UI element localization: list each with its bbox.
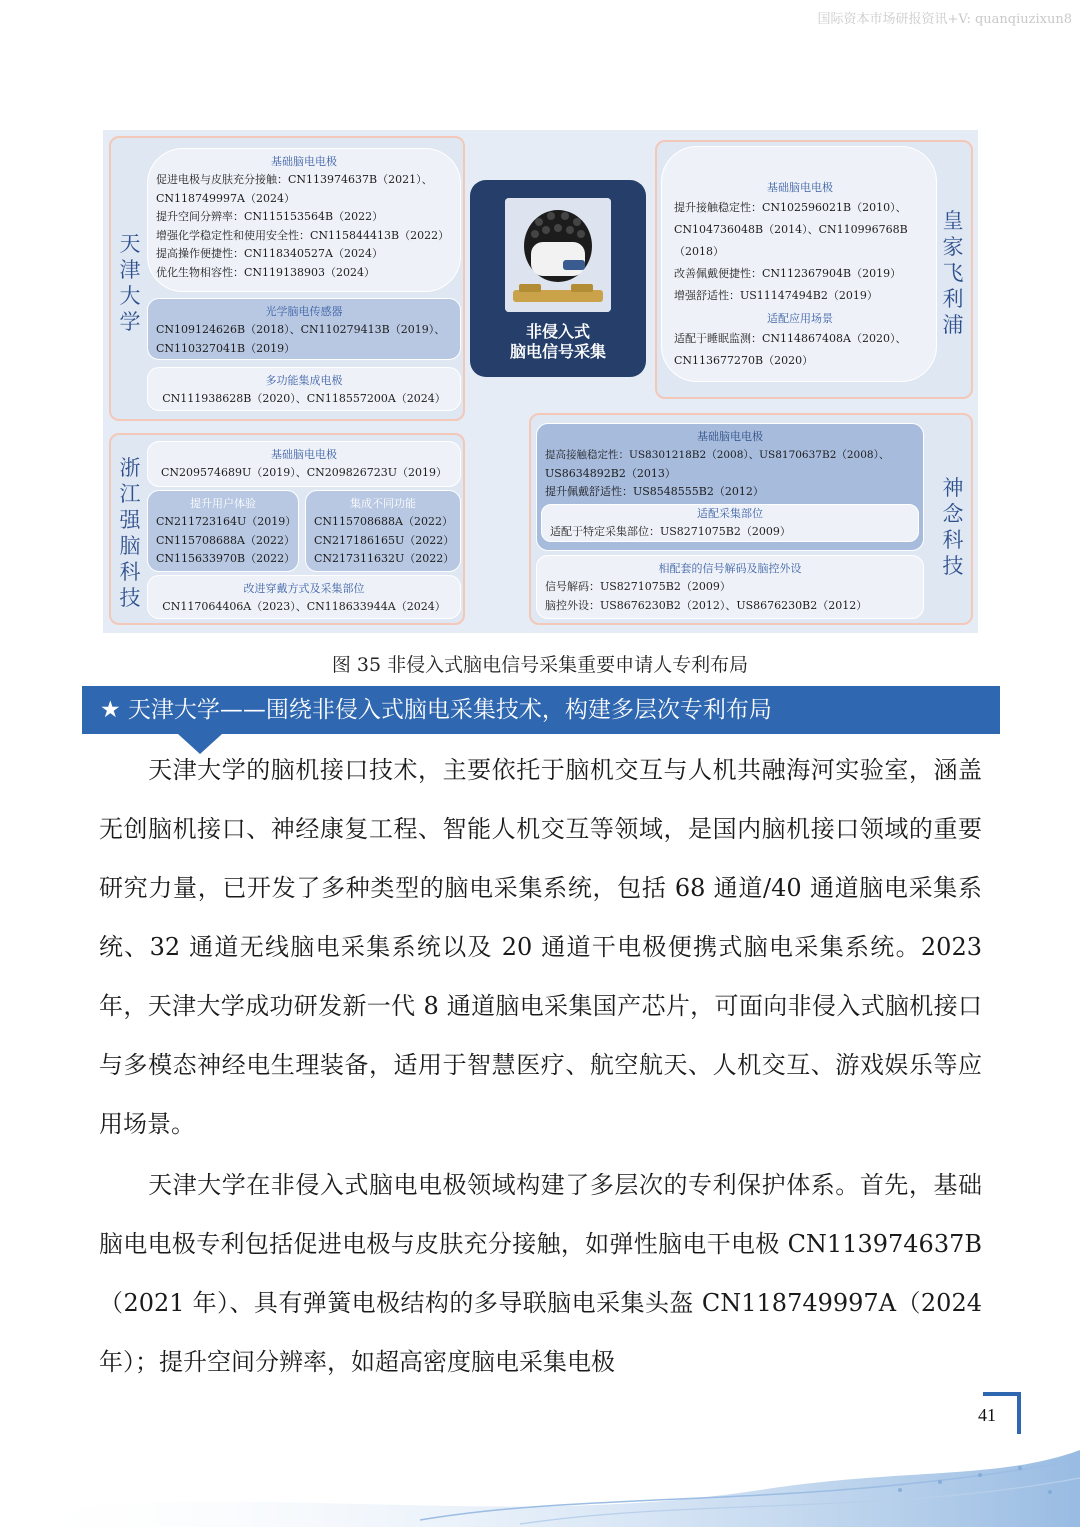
center-topic-title <box>470 322 646 362</box>
patent-line: CN111938628B（2020）、CN118557200A（2024） <box>162 392 446 405</box>
box-title: 适配采集部位 <box>697 506 763 520</box>
patent-line: 增强舒适性：US11147494B2（2019） <box>674 289 878 302</box>
org-neurosky <box>529 413 973 625</box>
box-title: 多功能集成电极 <box>265 374 343 387</box>
patent-line: CN109124626B（2018）、CN110279413B（2019）、 <box>156 323 446 336</box>
patent-line: CN110327041B（2019） <box>156 341 296 355</box>
box-title: 基础脑电电极 <box>271 155 337 168</box>
patent-line: CN217186165U（2022） <box>314 533 455 547</box>
patent-layout-figure <box>103 130 978 633</box>
patent-line: CN118749997A（2024） <box>156 191 295 205</box>
box-title: 提升用户体验 <box>190 497 256 510</box>
patent-line: 提升接触稳定性：CN102596021B（2010）、 <box>674 201 907 214</box>
tianjin-multi-function-box <box>147 367 461 411</box>
patent-line: CN115708688A（2022） <box>314 515 453 528</box>
section-banner: ★ 天津大学——围绕非侵入式脑电采集技术，构建多层次专利布局 <box>82 686 1000 734</box>
zhejiang-basic-electrode-box <box>147 441 461 487</box>
box-title: 集成不同功能 <box>350 497 416 510</box>
patent-line: 促进电极与皮肤充分接触：CN113974637B（2021）、 <box>156 173 433 186</box>
org-tianjin <box>109 136 465 421</box>
box-title: 光学脑电传感器 <box>265 305 343 318</box>
patent-line: 提升空间分辨率：CN115153564B（2022） <box>156 210 384 223</box>
patent-line: 改善佩戴便捷性：CN112367904B（2019） <box>674 267 902 280</box>
figure-caption: 图 35 非侵入式脑电信号采集重要申请人专利布局 <box>331 654 749 676</box>
patent-line: CN211723164U（2019） <box>156 515 297 528</box>
tianjin-optical-sensor-box <box>147 298 461 360</box>
patent-line: CN217311632U（2022） <box>314 552 455 565</box>
center-title-line: 脑电信号采集 <box>509 342 606 361</box>
patent-line: CN117064406A（2023）、CN118633944A（2024） <box>162 600 446 613</box>
philips-electrode-box <box>661 146 937 382</box>
org-name-tianjin: 天津大学 <box>119 232 141 334</box>
org-name-neurosky: 神念科技 <box>942 476 964 578</box>
zhejiang-wear-method-box <box>147 575 461 619</box>
zhejiang-integrate-function-box <box>305 490 461 572</box>
org-philips <box>655 140 973 399</box>
neuro-decode-box <box>536 555 924 619</box>
patent-line: 提高接触稳定性：US8301218B2（2008）、US8170637B2（2008）、 <box>545 449 890 461</box>
center-title-line: 非侵入式 <box>525 322 590 341</box>
patent-line: CN115708688A（2022） <box>156 533 295 547</box>
org-zhejiang <box>109 433 465 625</box>
tianjin-basic-electrode-box <box>147 148 461 292</box>
patent-line: 提高操作便捷性：CN118340527A（2024） <box>156 247 383 260</box>
neuro-site-box <box>541 504 919 542</box>
center-topic-card <box>470 180 646 377</box>
patent-line: 脑控外设：US8676230B2（2012）、US8676230B2（2012） <box>545 598 868 612</box>
patent-line: US8634892B2（2013） <box>545 466 676 480</box>
box-title: 基础脑电电极 <box>767 181 833 194</box>
patent-line: 提升佩戴舒适性：US8548555B2（2012） <box>545 485 764 498</box>
patent-line: 增强化学稳定性和使用安全性：CN115844413B（2022） <box>156 228 450 242</box>
body-paragraph-2: 天津大学在非侵入式脑电电极领域构建了多层次的专利保护体系。首先，基础脑电电极专利包括促进电极与皮肤充分接触，如弹性脑电干电极 CN113974637B（2021 年）、具有弹簧电极结构的多导联脑电采集头盔 CN118749997A（2024 年）；提升空间分辨率，如超高密度脑电采集电极 <box>99 1171 982 1376</box>
patent-line: CN209574689U（2019）、CN209826723U（2019） <box>160 466 448 479</box>
patent-line: CN104736048B（2014）、CN110996768B <box>674 223 908 236</box>
patent-line: （2018） <box>674 245 724 258</box>
neuro-basic-electrode-box <box>536 423 924 551</box>
box-title: 相配套的信号解码及脑控外设 <box>658 562 802 575</box>
patent-line: 适配于特定采集部位：US8271075B2（2009） <box>550 524 791 538</box>
box-title: 适配应用场景 <box>767 312 833 325</box>
patent-line: 优化生物相容性：CN119138903（2024） <box>156 265 376 279</box>
patent-line: CN115633970B（2022） <box>156 552 296 565</box>
body-paragraph-1: 天津大学的脑机接口技术，主要依托于脑机交互与人机共融海河实验室，涵盖无创脑机接口、神经康复工程、智能人机交互等领域，是国内脑机接口领域的重要研究力量，已开发了多种类型的脑电采集系统，包括 68 通道/40 通道脑电采集系统、32 通道无线脑电采集系统以及 20 通道干电极便携式脑电采集系统。2023 年，天津大学成功研发新一代 8 通道脑电采集国产芯片，可面向非侵入式脑机接口与多模态神经电生理装备，适用于智慧医疗、航空航天、人机交互、游戏娱乐等应用场景。 <box>99 756 982 1138</box>
box-title: 改进穿戴方式及采集部位 <box>243 582 365 595</box>
page-number: 41 <box>978 1405 996 1425</box>
eeg-cap-icon <box>505 198 611 312</box>
box-title: 基础脑电电极 <box>697 430 763 443</box>
patent-line: 信号解码：US8271075B2（2009） <box>545 580 731 593</box>
box-title: 基础脑电电极 <box>271 448 337 461</box>
patent-line: 适配于睡眠监测：CN114867408A（2020）、 <box>674 332 907 345</box>
org-name-philips: 皇家飞利浦 <box>942 209 964 337</box>
zhejiang-user-experience-box <box>147 490 299 572</box>
patent-line: CN113677270B（2020） <box>674 354 814 367</box>
footer-tech-wave-decoration <box>0 1420 1080 1527</box>
org-name-zhejiang: 浙江强脑科技 <box>119 456 141 610</box>
watermark: 国际资本市场研报资讯+V: quanqiuzixun8 <box>817 12 1072 27</box>
